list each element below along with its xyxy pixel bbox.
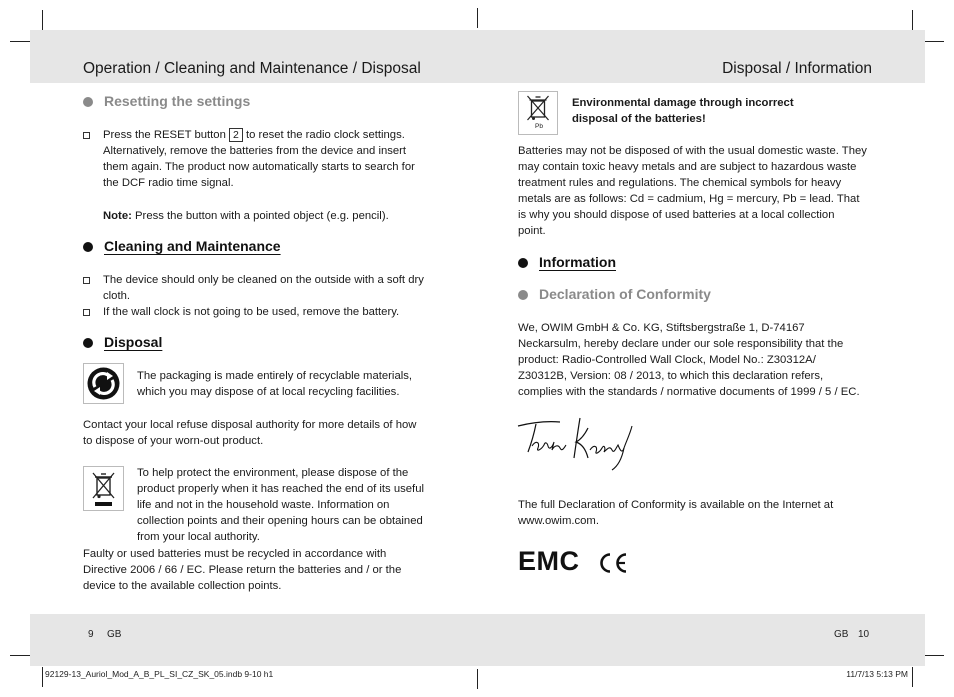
- packaging-text: The packaging is made entirely of recyclable materials,: [137, 370, 413, 382]
- crop-mark: [10, 655, 30, 656]
- crop-mark: [42, 10, 43, 30]
- battery-warning: disposal of the batteries!: [572, 113, 706, 125]
- page-title-right: Disposal / Information: [722, 60, 872, 77]
- page-title-left: Operation / Cleaning and Maintenance / Disposal: [83, 60, 421, 77]
- reset-key-number: 2: [229, 128, 243, 142]
- weee-text: from your local authority.: [137, 531, 260, 543]
- declaration-heading: Declaration of Conformity: [539, 286, 711, 302]
- battery-warning: Environmental damage through incorrect: [572, 97, 794, 109]
- list-bullet: [83, 309, 90, 316]
- signature: [514, 412, 636, 474]
- crop-mark: [924, 41, 944, 42]
- weee-text: collection points and their opening hours can be obtained: [137, 515, 423, 527]
- pb-label: Pb: [535, 123, 543, 130]
- crop-mark: [912, 10, 913, 30]
- battery-disposal-text: metals are as follows: Cd = cadmium, Hg = mercury, Pb = lead. That: [518, 193, 860, 205]
- battery-disposal-text: point.: [518, 225, 546, 237]
- reset-text-line: Press the RESET button 2 to reset the radio clock settings.: [103, 129, 405, 141]
- crop-mark: [477, 8, 478, 28]
- section-bullet: [518, 258, 528, 268]
- list-bullet: [83, 277, 90, 284]
- battery-disposal-text: may contain toxic heavy metals and are subject to hazardous waste: [518, 161, 857, 173]
- note-label: Note:: [103, 210, 132, 222]
- disposal-heading: Disposal: [104, 334, 163, 350]
- reset-text-line: Alternatively, remove the batteries from the device and insert: [103, 145, 407, 157]
- weee-text: To help protect the environment, please dispose of the: [137, 467, 409, 479]
- note-text: Press the button with a pointed object (e.g. pencil).: [135, 210, 389, 222]
- section-bullet: [83, 242, 93, 252]
- section-bullet: [83, 97, 93, 107]
- page-number-right: 10: [858, 629, 870, 640]
- crossed-bin-icon: [83, 466, 124, 511]
- cleaning-bullet-text: If the wall clock is not going to be used, remove the battery.: [103, 306, 400, 318]
- battery-disposal-text: is why you should dispose of used batteries at a local collection: [518, 209, 835, 221]
- cleaning-bullet-text: cloth.: [103, 290, 131, 302]
- contact-text: Contact your local refuse disposal authority for more details of how: [83, 419, 417, 431]
- reset-heading: Resetting the settings: [104, 93, 251, 109]
- battery-bin-icon: [518, 91, 558, 135]
- battery-disposal-text: treatment rules and regulations. The chemical symbols for heavy: [518, 177, 842, 189]
- battery-disposal-text: Batteries may not be disposed of with the usual domestic waste. They: [518, 145, 867, 157]
- weee-text: life and not in the household waste. Information on: [137, 499, 390, 511]
- reset-text-line: them again. The product now automatically starts to search for: [103, 161, 415, 173]
- battery-recycle-text: Faulty or used batteries must be recycled in accordance with: [83, 548, 387, 560]
- weee-text: product properly when it has reached the end of its useful: [137, 483, 424, 495]
- declaration-text: product: Radio-Controlled Wall Clock, Model No.: Z30312A/: [518, 354, 816, 366]
- page-number-left: 9: [88, 629, 94, 640]
- cleaning-heading: Cleaning and Maintenance: [104, 238, 281, 254]
- list-bullet: [83, 132, 90, 139]
- emc-mark: EMC: [518, 546, 580, 576]
- ce-mark-icon: [597, 552, 629, 574]
- information-heading: Information: [539, 254, 616, 270]
- section-bullet: [518, 290, 528, 300]
- declaration-text: Neckarsulm, hereby declare under our sole responsibility that the: [518, 338, 844, 350]
- language-code-right: GB: [834, 629, 849, 640]
- crop-mark: [42, 667, 43, 687]
- crop-mark: [477, 669, 478, 689]
- internet-text: The full Declaration of Conformity is available on the Internet at: [518, 499, 834, 511]
- packaging-text: which you may dispose of at local recycling facilities.: [137, 386, 400, 398]
- crop-mark: [924, 655, 944, 656]
- print-slug-left: 92129-13_Auriol_Mod_A_B_PL_SI_CZ_SK_05.indb 9-10 h1: [45, 669, 274, 679]
- internet-text: www.owim.com.: [518, 515, 599, 527]
- declaration-text: complies with the standards / normative documents of 1999 / 5 / EC.: [518, 386, 860, 398]
- crop-mark: [912, 667, 913, 687]
- contact-text: to dispose of your worn-out product.: [83, 435, 264, 447]
- footer-band: [30, 614, 925, 666]
- battery-recycle-text: device to the available collection points.: [83, 580, 282, 592]
- declaration-text: Z30312B, Version: 08 / 2013, to which this declaration refers,: [518, 370, 824, 382]
- declaration-text: We, OWIM GmbH & Co. KG, Stiftsbergstraße 1, D-74167: [518, 322, 805, 334]
- recycling-icon: [83, 363, 124, 404]
- reset-note: [103, 208, 389, 224]
- print-slug-right: 11/7/13 5:13 PM: [846, 669, 908, 679]
- battery-recycle-text: Directive 2006 / 66 / EC. Please return the batteries and / or the: [83, 564, 402, 576]
- crop-mark: [10, 41, 30, 42]
- language-code-left: GB: [107, 629, 122, 640]
- cleaning-bullet-text: The device should only be cleaned on the outside with a soft dry: [103, 274, 424, 286]
- section-bullet: [83, 338, 93, 348]
- reset-text-line: the DCF radio time signal.: [103, 177, 234, 189]
